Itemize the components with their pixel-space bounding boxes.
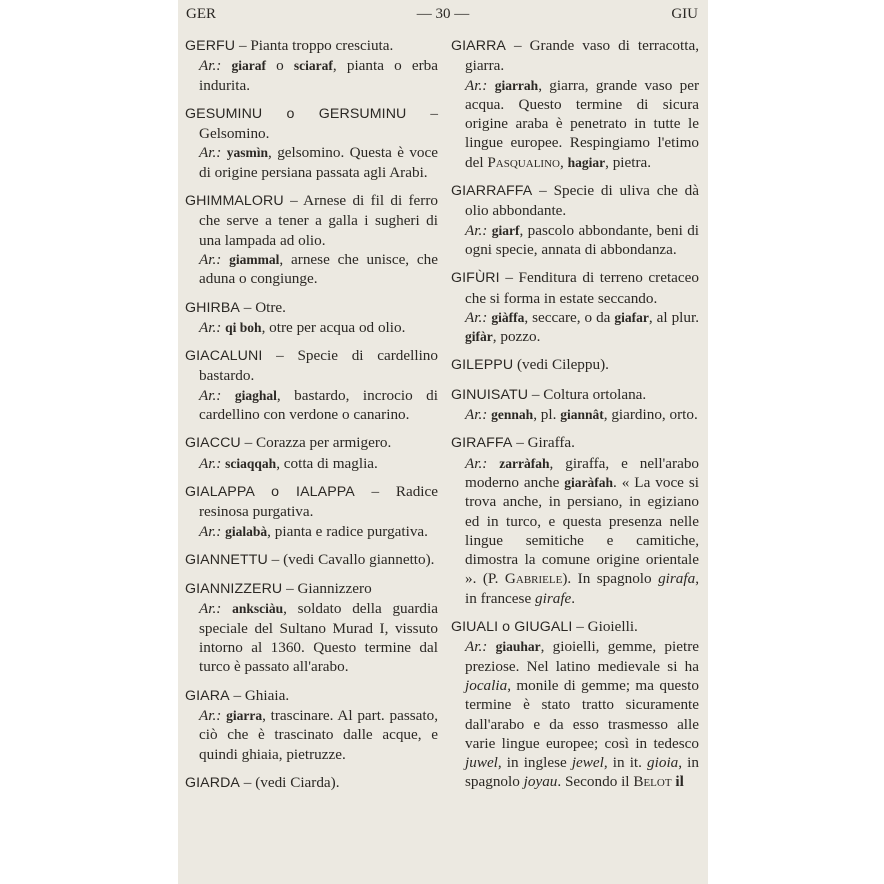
- etymology-text: , soldato della guardia speciale del Sultano Murad I, vissuto intorno al 1360. Questo termine dal turco è passato all'arabo.: [199, 600, 438, 676]
- arabic-label: Ar.:: [199, 600, 222, 618]
- arabic-label: Ar.:: [199, 386, 222, 404]
- arabic-word: giaraf: [231, 58, 267, 74]
- header-left-guideword: GER: [186, 6, 216, 22]
- arabic-label: Ar.:: [199, 706, 222, 724]
- entry-definition: – (vedi Cavallo giannetto).: [271, 550, 435, 568]
- arabic-word: giauhar: [495, 639, 541, 655]
- entry-term: GIACALUNI: [185, 348, 263, 365]
- foreign-word: joyau: [523, 773, 558, 791]
- entry-gifuri: [451, 268, 699, 346]
- entry-giaccu: [185, 433, 438, 473]
- arabic-label: Ar.:: [199, 318, 222, 336]
- entry-giara: [185, 686, 438, 764]
- etymology-text: , seccare, o da: [524, 308, 615, 326]
- etymology-text: , in inglese: [497, 754, 572, 772]
- entry-giarraffa: [451, 181, 699, 259]
- arabic-word: hagiar: [567, 154, 606, 170]
- entry-term: GINUISATU: [451, 386, 529, 403]
- arabic-word: giarra: [226, 707, 263, 723]
- foreign-word: jewel: [571, 754, 604, 772]
- page-number: — 30 —: [416, 6, 470, 22]
- etymology-text: , cotta di maglia.: [276, 454, 378, 472]
- foreign-word: girafe: [535, 589, 572, 607]
- entry-definition: – Ghiaia.: [233, 686, 290, 704]
- entry-term: GIALAPPA o IALAPPA: [185, 483, 355, 500]
- entry-giuali: [451, 617, 699, 792]
- entry-term: GIARRAFFA: [451, 183, 533, 200]
- etymology-text: , pianta o erba indurita.: [199, 57, 438, 94]
- etymology-text: , monile di gemme; ma questo termine è stato tratto sicuramente dall'arabo e da esso trasmesso alle varie lingue europee; così in tedesco: [465, 676, 699, 752]
- entry-term: GIFÙRI: [451, 270, 500, 287]
- arabic-word: sciaraf: [293, 58, 333, 74]
- arabic-label: Ar.:: [465, 308, 488, 326]
- arabic-word: giarrah: [494, 77, 539, 93]
- entry-definition: – Grande vaso di terracotta, giarra.: [465, 37, 699, 75]
- entry-definition: – Giraffa.: [516, 434, 575, 452]
- entry-ginuisatu: [451, 385, 699, 425]
- arabic-word: sciaqqah: [225, 455, 277, 471]
- entry-gialappa: [185, 482, 438, 541]
- arabic-label: Ar.:: [465, 406, 488, 424]
- etymology-text: , otre per acqua od olio.: [261, 318, 406, 336]
- arabic-word: gifàr: [465, 329, 493, 345]
- etymology-text: o: [266, 57, 294, 75]
- arabic-word: gennah: [491, 407, 534, 423]
- etymology-text: , in francese: [465, 570, 699, 607]
- arabic-word: gialabà: [225, 523, 268, 539]
- etymology-text: . Secondo il: [557, 773, 634, 791]
- entry-giannettu: [185, 550, 438, 570]
- entry-definition: – Specie di uliva che dà olio abbondante.: [465, 182, 700, 220]
- arabic-label: Ar.:: [199, 454, 222, 472]
- etymology-text: , al plur.: [648, 308, 699, 326]
- entry-definition: – (vedi Ciarda).: [243, 773, 340, 791]
- entry-giarra: [451, 36, 699, 172]
- etymology-text: ). In spagnolo: [562, 570, 659, 588]
- etymology-text: , pozzo.: [492, 328, 541, 346]
- entry-definition: – Radice resinosa purgativa.: [199, 482, 438, 521]
- foreign-word: juwel: [465, 754, 498, 772]
- entry-definition: – Pianta troppo cresciuta.: [238, 37, 394, 54]
- etymology-text: il: [671, 773, 684, 791]
- etymology-text: , bastardo, incrocio di cardellino con verdone o canarino.: [199, 386, 438, 424]
- arabic-word: giarf: [491, 222, 520, 238]
- arabic-word: zarràfah: [499, 455, 550, 471]
- etymology-text: , pianta e radice purgativa.: [267, 522, 428, 540]
- arabic-word: giammal: [229, 251, 280, 267]
- entry-giannizzeru: [185, 579, 438, 676]
- etymology-text: , giraffa, e nell'arabo moderno anche: [465, 454, 700, 491]
- entry-definition: – Giannizzero: [286, 580, 372, 598]
- entry-definition: – Fenditura di terreno cretaceo che si forma in estate seccando.: [465, 269, 699, 307]
- entry-definition: – Coltura ortolana.: [531, 385, 647, 403]
- entry-definition: – Gelsomino.: [199, 104, 439, 143]
- entry-definition: – Otre.: [243, 298, 286, 316]
- etymology-text: , gelsomino. Questa è voce di origine persiana passata agli Arabi.: [199, 144, 438, 181]
- right-column: [451, 36, 699, 801]
- entry-term: GIARDA: [185, 774, 240, 791]
- entry-ghirba: [185, 298, 438, 338]
- entry-term: GERFU: [185, 38, 236, 54]
- arabic-word: giaghal: [234, 387, 277, 403]
- etymology-text: , gioielli, gemme, pietre preziose. Nel latino medievale si ha: [465, 638, 699, 675]
- entry-definition: – Arnese di fil di ferro che serve a tener a galla i sugheri di una lampada ad olio.: [199, 192, 438, 249]
- entry-definition: – Specie di cardellino bastardo.: [199, 347, 438, 385]
- entry-term: GHIRBA: [185, 299, 240, 316]
- foreign-word: jocalia: [465, 676, 508, 694]
- entry-definition: (vedi Cileppu).: [517, 356, 609, 374]
- arabic-word: giaràfah: [564, 474, 614, 490]
- entry-term: GIANNIZZERU: [185, 581, 283, 598]
- entry-definition: – Gioielli.: [576, 618, 638, 636]
- arabic-label: Ar.:: [199, 57, 222, 75]
- entry-term: GIRAFFA: [451, 435, 513, 452]
- etymology-text: , giardino, orto.: [603, 406, 698, 424]
- arabic-label: Ar.:: [465, 221, 488, 239]
- arabic-label: Ar.:: [199, 250, 222, 268]
- etymology-text: , pascolo abbondante, beni di ogni specie, annata di abbondanza.: [465, 221, 700, 258]
- etymology-text: .: [571, 589, 576, 607]
- entry-term: GESUMINU o GERSUMINU: [185, 105, 407, 122]
- etymology-text: , in spagnolo: [465, 754, 699, 791]
- entry-term: GIACCU: [185, 435, 241, 452]
- foreign-word: girafa: [658, 570, 696, 588]
- left-column: [185, 36, 438, 802]
- entry-ghimmaloru: [185, 191, 438, 288]
- entry-gesuminu: [185, 104, 438, 182]
- header-right-guideword: GIU: [671, 6, 698, 22]
- entry-term: GILEPPU: [451, 357, 514, 374]
- page-header: [178, 2, 708, 28]
- etymology-text: , pietra.: [605, 153, 652, 171]
- entry-gileppu: [451, 355, 699, 375]
- arabic-label: Ar.:: [465, 638, 488, 656]
- etymology-text: , arnese che unisce, che aduna o congiunge.: [199, 250, 438, 288]
- arabic-word: giannât: [560, 407, 604, 423]
- arabic-label: Ar.:: [465, 76, 488, 94]
- author-name: Gabriele: [504, 570, 563, 588]
- entry-term: GIARRA: [451, 38, 506, 54]
- etymology-text: ,: [559, 153, 568, 171]
- entry-definition: – Corazza per armigero.: [244, 434, 392, 452]
- entry-term: GHIMMALORU: [185, 193, 284, 210]
- entry-term: GIARA: [185, 687, 230, 704]
- arabic-word: giàffa: [491, 309, 525, 325]
- author-name: Belot: [633, 773, 672, 791]
- entry-giacaluni: [185, 346, 438, 424]
- etymology-text: , giarra, grande vaso per acqua. Questo termine di sicura origine araba è penetrato in tutte le lingue europee. Respingiamo l'etimo del: [465, 76, 700, 171]
- arabic-label: Ar.:: [199, 144, 222, 162]
- etymology-text: , trascinare. Al part. passato, ciò che è trascinato dalle acque, e quindi ghiaia, pietruzze.: [199, 706, 438, 763]
- entry-giraffa: [451, 433, 699, 608]
- arabic-word: qi boh: [225, 319, 262, 335]
- author-name: Pasqualino: [487, 153, 560, 171]
- arabic-word: yasmìn: [226, 145, 269, 161]
- arabic-word: giafar: [614, 309, 649, 325]
- entry-term: GIUALI o GIUGALI: [451, 619, 573, 636]
- entry-gerfu: [185, 36, 438, 95]
- etymology-text: , in it.: [603, 754, 648, 772]
- entry-term: GIANNETTU: [185, 551, 268, 568]
- arabic-label: Ar.:: [465, 454, 488, 472]
- entry-giarda: [185, 773, 438, 793]
- foreign-word: gioia: [647, 754, 679, 772]
- arabic-word: anksciàu: [232, 601, 284, 617]
- etymology-text: , pl.: [533, 406, 561, 424]
- etymology-text: . « La voce si trova anche, in persiano, in egiziano ed in turco, e questa presenza nelle lingue semitiche e camitiche, dimostra la comune origine orientale ». (P.: [465, 473, 699, 588]
- dictionary-page: [178, 0, 708, 884]
- arabic-label: Ar.:: [199, 522, 222, 540]
